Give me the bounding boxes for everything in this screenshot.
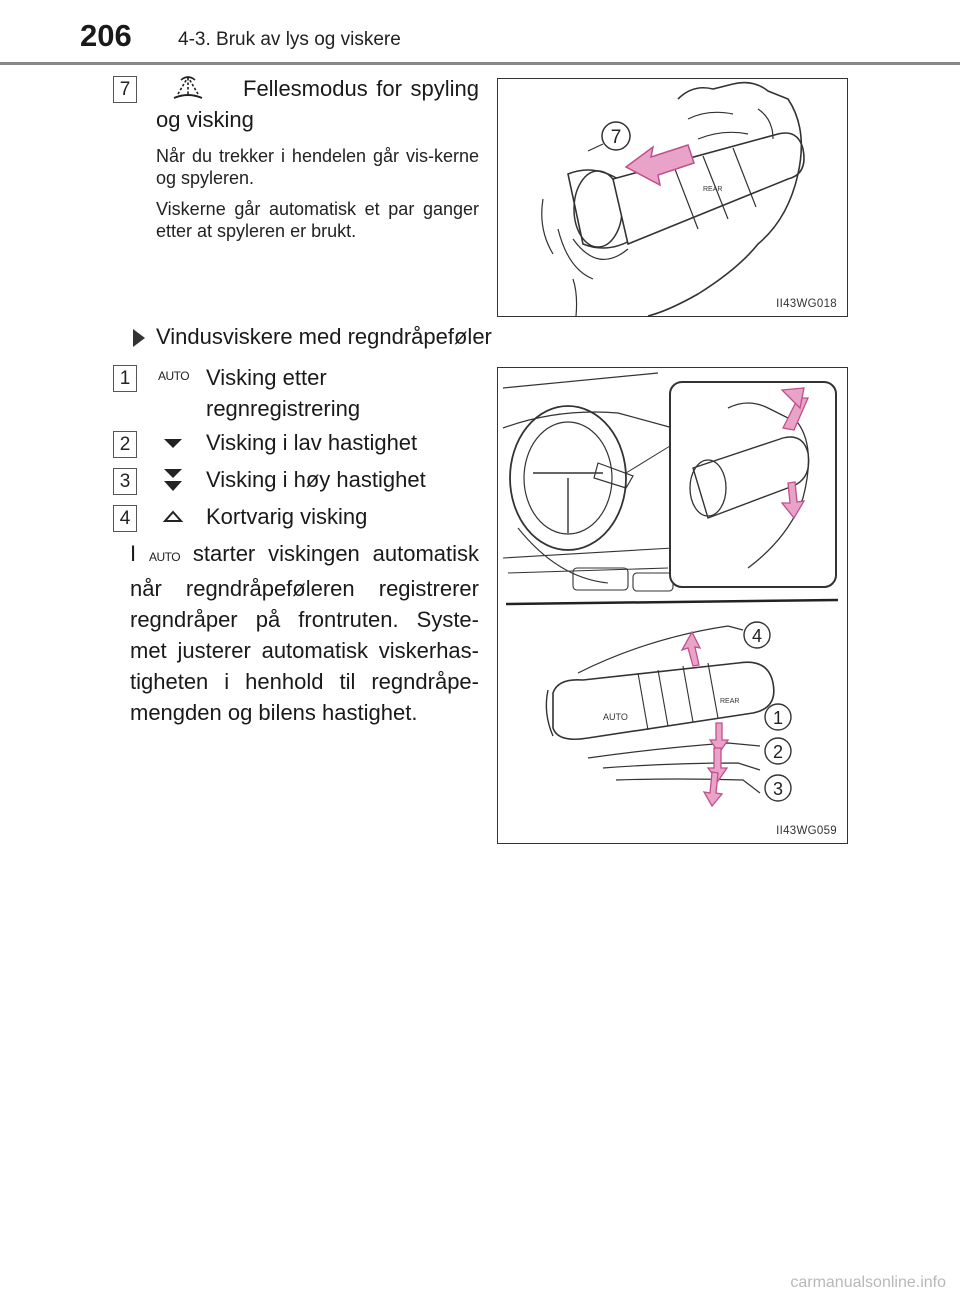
item-number-7: 7 [113,76,137,103]
double-chevron-down-icon [162,467,184,500]
item-2-label: Visking i lav hastighet [206,430,418,455]
auto-icon: AUTO [158,369,190,383]
callout-3-group [765,775,791,801]
figure-lever-pull [497,78,848,317]
description-paragraph [130,538,479,728]
callout-1: 1 [772,708,784,728]
item-1-label-line2: regnregistrering [206,396,361,421]
section7-note-2: Viskerne går automatisk et par ganger etter at spyleren er brukt. [156,199,479,241]
item-number-2: 2 [113,431,137,458]
figure-code-2: II43WG059 [776,825,837,837]
item-1-label-line1: Visking etter [206,365,327,390]
washer-wiper-icon [168,72,208,104]
footer-watermark: carmanualsonline.info [790,1274,946,1291]
callout-7: 7 [610,127,622,148]
triangle-right-icon [133,329,145,347]
description-prefix: I [130,541,149,566]
item-4-label: Kortvarig visking [206,504,368,529]
rain-sensor-heading: Vindusviskere med regndråpeføler [156,324,492,349]
section7-title-line2: og visking [156,107,254,132]
lever-label-rear: REAR [703,186,723,193]
callout-4: 4 [751,626,763,646]
item-number-3: 3 [113,468,137,495]
lever-label-rear-2: REAR [720,698,740,705]
section7-title-line1: Fellesmodus for spyling [243,76,479,101]
lever-label-auto: AUTO [603,712,628,722]
auto-description-line1 [130,538,479,728]
header-divider [0,62,960,65]
callout-2: 2 [772,742,784,762]
item-number-4: 4 [113,505,137,532]
chevron-up-outline-icon [162,509,184,528]
callout-2-group [765,738,791,764]
callout-4-group [744,622,770,648]
figure-code: II43WG018 [776,298,837,310]
callout-3: 3 [772,779,784,799]
callout-1-group [765,704,791,730]
figure-rain-sensor-lever [497,367,848,844]
description-text: starter viskingen automatisk når regndråpeføleren registrerer regndråper på frontruten. Syste-met justerer automatisk viskerhas-tigheten i henhold til regndråpe-mengden og bilens hastighet. [130,541,480,725]
section7-note-1: Når du trekker i hendelen går vis-kerne og spyleren. [156,146,479,188]
single-chevron-down-icon [162,436,184,455]
inline-auto-icon: AUTO [148,550,181,564]
item-3-label: Visking i høy hastighet [206,467,426,492]
chapter-title: 4-3. Bruk av lys og viskere [178,29,401,50]
item-number-1: 1 [113,365,137,392]
rain-sensor-illustration [498,368,847,843]
flick-up-arrow [682,632,700,666]
lever-pull-illustration [498,79,847,316]
page-number: 206 [80,18,132,53]
